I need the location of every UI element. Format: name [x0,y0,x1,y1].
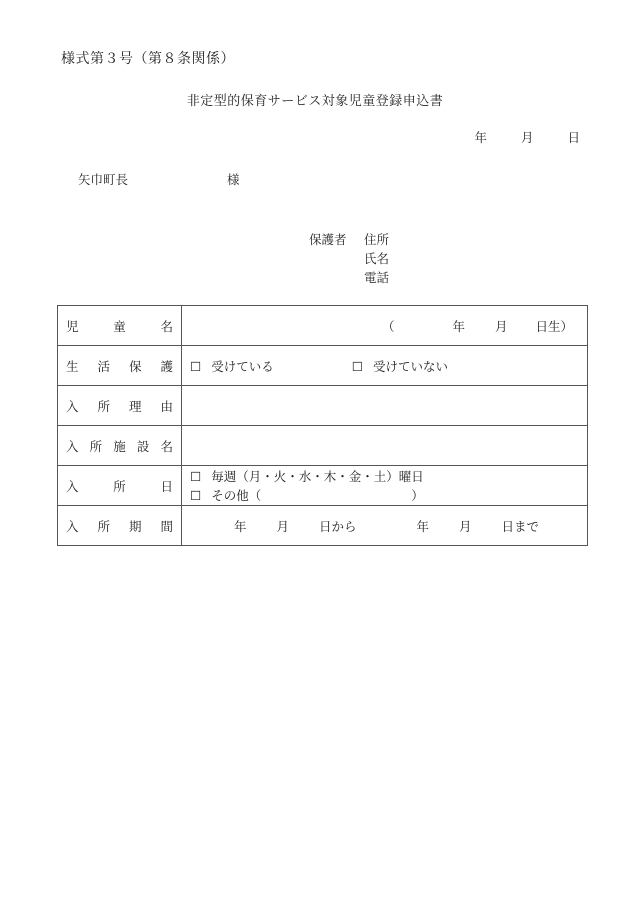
document-title: 非定型的保育サービス対象児童登録申込書 [186,94,444,109]
option-weekly: 毎週（月・火・水・木・金・土）曜日 [211,468,424,484]
date-day-label: 日 [567,130,580,145]
child-name-field[interactable] [182,306,588,346]
date-month-label: 月 [520,130,534,145]
table-row [58,506,588,546]
checkbox-receiving[interactable]: ☐ [190,358,202,374]
checkbox-weekly[interactable]: ☐ [190,468,202,484]
application-date [474,128,580,146]
guardian-title: 保護者 [309,232,347,247]
label-entry-day: 入 所 日 [58,466,182,506]
label-welfare: 生 活 保 護 [58,346,182,386]
table-row [58,386,588,426]
label-period: 入 所 期 間 [58,506,182,546]
entry-day-field: ☐ 毎週（月・火・水・木・金・土）曜日 ☐ その他（ ） [182,466,588,506]
table-row [58,346,588,386]
application-form-table [57,305,588,546]
welfare-field [182,346,588,386]
table-row [58,426,588,466]
guardian-name-label: 氏名 [364,251,390,266]
label-reason: 入 所 理 由 [58,386,182,426]
label-facility: 入 所 施 設 名 [58,426,182,466]
period-field[interactable]: 年 月 日から 年 月 日まで [182,506,588,546]
option-other: その他（ [211,487,262,503]
date-year-label: 年 [474,130,487,145]
option-receiving: 受けている [211,358,274,374]
birth-date: （ 年 月 日生） [381,318,573,334]
checkbox-not-receiving[interactable]: ☐ [351,358,363,374]
label-child-name: 児 童 名 [58,306,182,346]
addressee-honorific: 様 [227,172,240,187]
form-number: 様式第３号（第８条関係） [61,51,235,67]
table-row [58,306,588,346]
checkbox-other[interactable]: ☐ [190,487,202,503]
addressee-name: 矢巾町長 [78,172,129,187]
facility-field[interactable] [182,426,588,466]
option-not-receiving: 受けていない [372,358,448,374]
table-row [58,466,588,506]
guardian-phone-label: 電話 [364,270,390,285]
reason-field[interactable] [182,386,588,426]
guardian-address-label: 住所 [364,232,390,247]
